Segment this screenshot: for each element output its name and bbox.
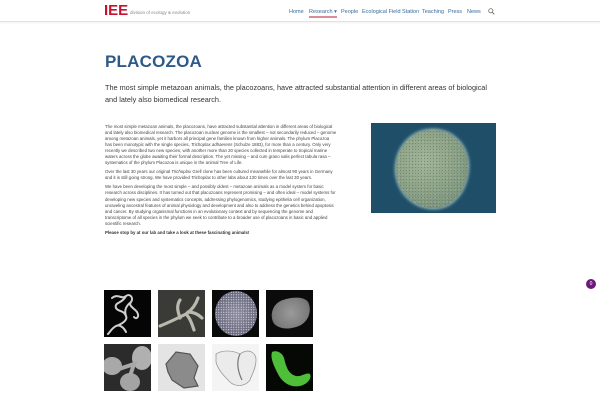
lead-paragraph: The most simple metazoan animals, the placozoans, have attracted substantial attention in different areas of biological and lately also biomedical research. (105, 83, 487, 104)
search-icon[interactable] (488, 8, 495, 15)
gallery-thumb-1[interactable] (104, 290, 151, 337)
nav-people[interactable]: People (341, 9, 359, 15)
gallery-thumb-7[interactable] (212, 344, 259, 391)
flat-light-outline-image (158, 344, 205, 391)
gallery-thumb-4[interactable] (266, 290, 313, 337)
branched-network-image (104, 290, 151, 337)
gallery-thumb-5[interactable] (104, 344, 151, 391)
site-header (0, 0, 600, 22)
branched-gray-image (158, 290, 205, 337)
round-speckled-image (215, 291, 257, 336)
body-text (105, 124, 337, 239)
site-tagline: division of ecology & evolution (130, 10, 191, 15)
nav-research[interactable]: Research ▾ (309, 9, 337, 15)
nav-press[interactable]: Press (448, 9, 463, 15)
call-to-action: Please stop by at our lab and take a look at these fascinating animals! (105, 229, 250, 235)
site-logo[interactable]: IEE (104, 2, 129, 19)
gallery-thumb-8[interactable] (266, 344, 313, 391)
floating-action-button[interactable]: 0 (586, 279, 596, 289)
green-fluorescent-image (266, 344, 313, 391)
nav-home[interactable]: Home (289, 9, 304, 15)
nav-news[interactable]: News (467, 9, 481, 15)
gallery-thumb-2[interactable] (158, 290, 205, 337)
nav-ecological-field-station[interactable]: Ecological Field Station (362, 9, 420, 15)
placozoan-organism (396, 130, 468, 208)
nav-teaching[interactable]: Teaching (422, 9, 445, 15)
paragraph-3: We have been developing the most simple – and possibly oldest – metazoan animals as a model system for basic research across disciplines. It has turned out that placozoans represent promising – and often ideal – model systems for developing new species and systematics concepts, addressing phylogenomics, studying epithelia cell organization, unraveling ancestral features of animal physiology and development and also to address the genetics behind apoptosis and cancer. By studying organismal functions in an evolutionary context and by sequencing the genome and transcriptome of all species in the phylum we seek to contribute to a broader use of placozoans in basic and applied scientific research. (105, 184, 336, 226)
gallery-thumb-3[interactable] (212, 290, 259, 337)
irregular-gray-image (267, 292, 313, 334)
placozoan-hero-image (371, 123, 496, 213)
paragraph-2: Over the last 30 years our original Trichoplax Grell clone has been cultured meanwhile for almost 90 years in Germany and it is still going strong. We have provided Trichoplax to other labs about 130 times over the last 30 years. (105, 169, 333, 181)
lobed-gray-image (104, 344, 151, 391)
paragraph-1: The most simple metazoan animals, the placozoans, have attracted substantial attention in different areas of biological and lately also biomedical research. The placozoan nuclear genome is the smallest – not secondarily reduced – genome among metazoan animals, yet it harbors all principal gene families known from higher animals. The phylum Placozoa has been monotypic with the single species, Trichoplax adhaerens (Schulze 1883), for more than a century. Only very recently we described two new species, with another more than 20 species collected in temperate to tropical marine waters across the globe awaiting their formal description. The yet missing – and cum grano salis perfect tabula rasa – systematics of the phylum Placozoa is unique in the animal Tree of Life. (105, 124, 337, 166)
pale-outline-image (212, 344, 259, 391)
page-title: PLACOZOA (105, 52, 202, 71)
gallery-thumb-6[interactable] (158, 344, 205, 391)
